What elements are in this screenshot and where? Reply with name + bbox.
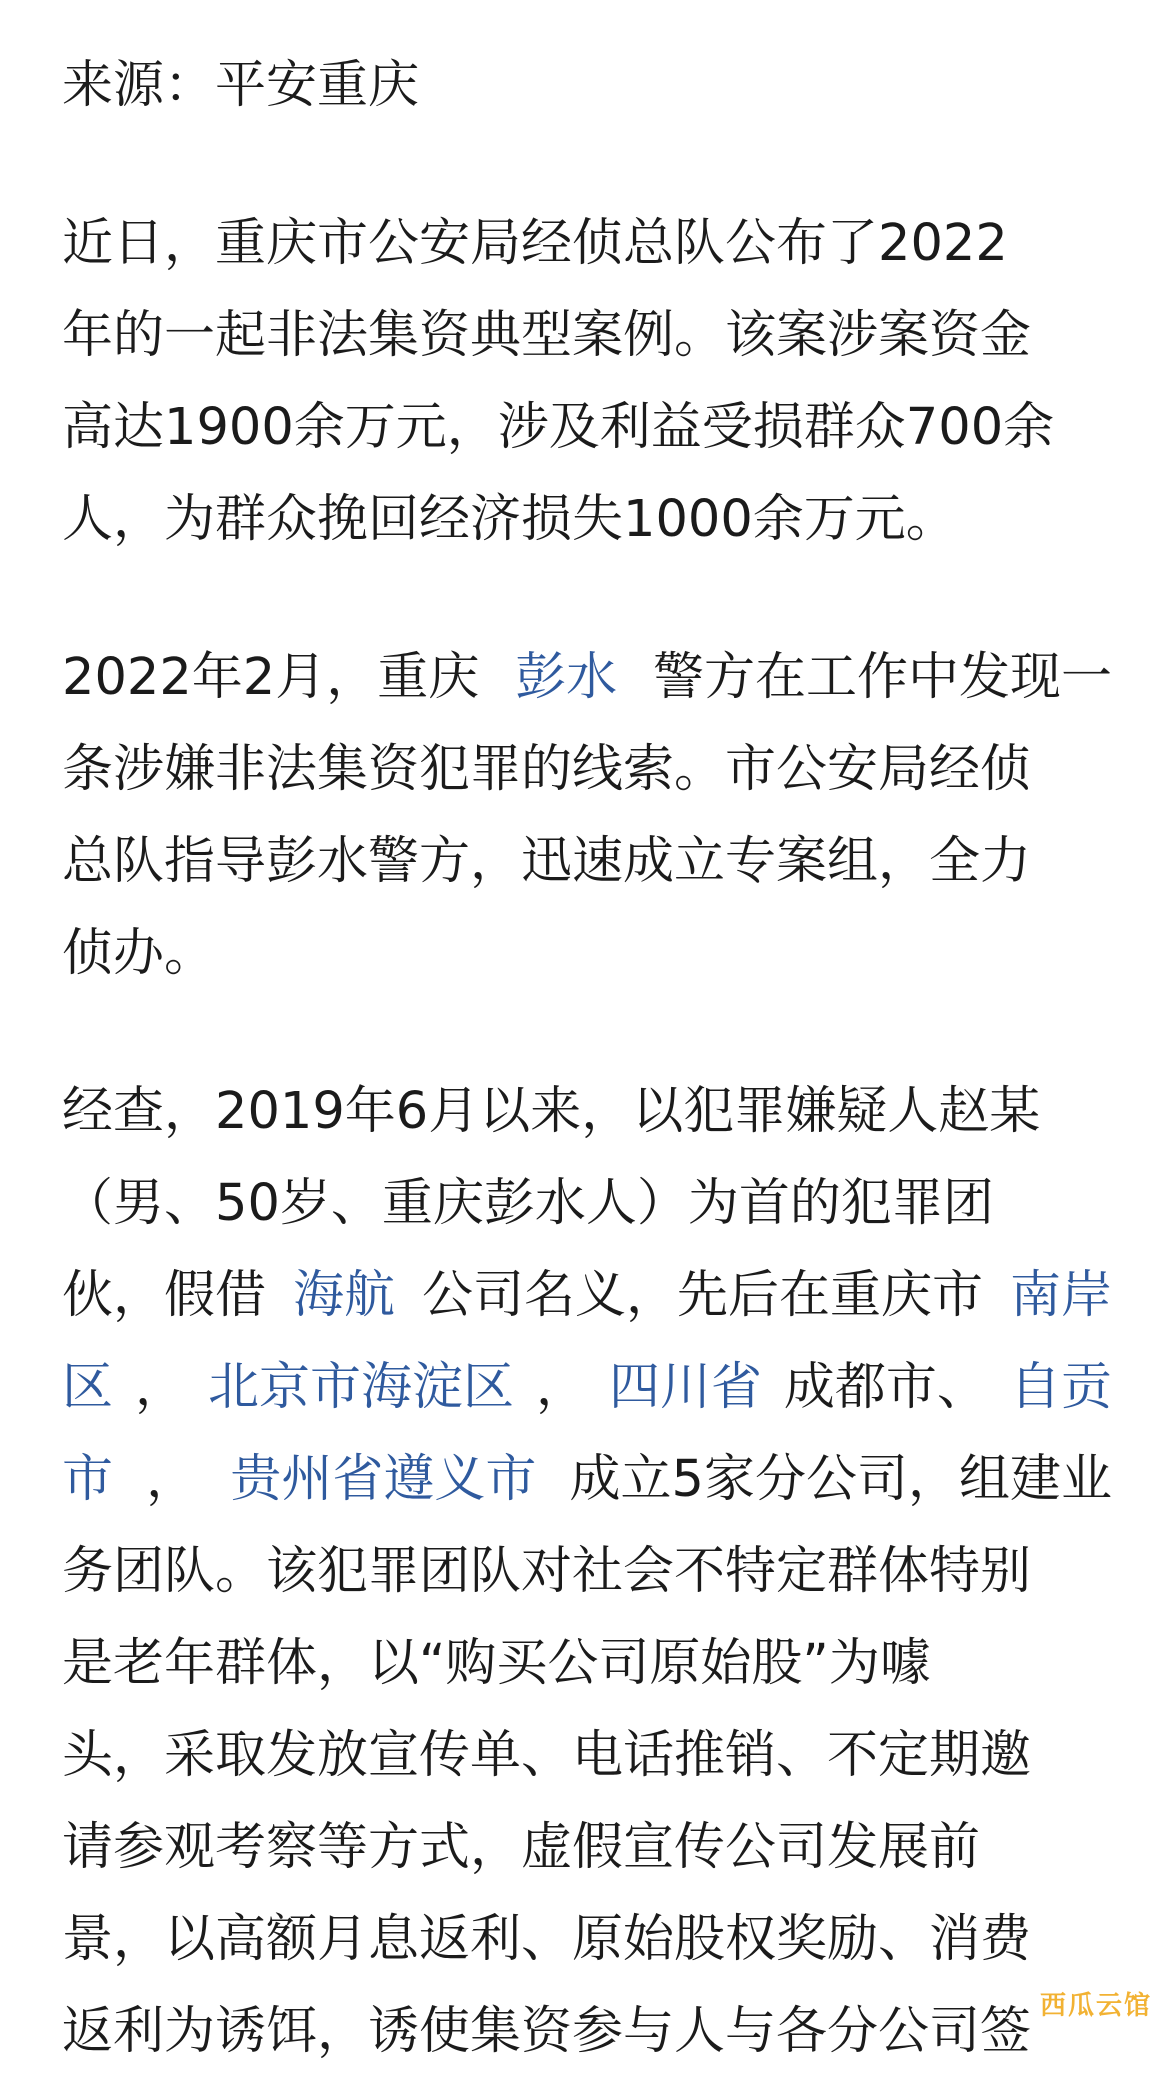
- text-segment: 总队指导彭水警方，迅速成立专案组，全力: [62, 832, 1032, 891]
- text-line: [62, 1526, 1112, 1618]
- text-segment: 高达1900余万元，涉及利益受损群众700余: [62, 398, 1055, 457]
- paragraph-2: [62, 632, 1112, 1000]
- text-segment: 2022年2月，重庆: [62, 648, 480, 707]
- text-segment: ，: [535, 1358, 587, 1417]
- watermark-logo: 西瓜云馆: [1039, 1991, 1152, 2021]
- paragraph-3: [62, 1066, 1112, 2078]
- paragraph-gap: [62, 1000, 1112, 1066]
- text-segment: ，: [134, 1358, 186, 1417]
- text-segment: 条涉嫌非法集资犯罪的线索。市公安局经侦: [62, 740, 1032, 799]
- text-line: [62, 1894, 1112, 1986]
- text-line: [62, 290, 1112, 382]
- text-segment: 是老年群体，以“购买公司原始股”为噱: [62, 1634, 931, 1693]
- text-line: [62, 1250, 1112, 1342]
- text-segment: 务团队。该犯罪团队对社会不特定群体特别: [62, 1542, 1032, 1601]
- text-segment: 警方在工作中发现一: [652, 648, 1112, 707]
- text-segment: 侦办。: [62, 924, 216, 983]
- text-segment: 近日，重庆市公安局经侦总队公布了2022: [62, 214, 1008, 273]
- text-segment: 经查，2019年6月以来，以犯罪嫌疑人赵某: [62, 1082, 1041, 1141]
- text-segment: 成都市、: [783, 1358, 988, 1417]
- text-line: [62, 632, 1112, 724]
- text-segment: 伙，假借: [62, 1266, 267, 1325]
- text-line: [62, 1434, 1112, 1526]
- text-segment: （男、50岁、重庆彭水人）为首的犯罪团: [62, 1174, 994, 1233]
- text-line: [62, 1158, 1112, 1250]
- text-segment: 公司名义，先后在重庆市: [421, 1266, 983, 1325]
- link-hainan-airlines[interactable]: 海航: [292, 1266, 395, 1325]
- text-segment: 成立5家分公司，组建业: [569, 1450, 1112, 1509]
- text-line: [62, 1710, 1112, 1802]
- link-nanan-district[interactable]: 区: [62, 1358, 114, 1417]
- text-segment: 人，为群众挽回经济损失1000余万元。: [62, 490, 957, 549]
- paragraph-gap: [62, 566, 1112, 632]
- text-segment: ，: [146, 1450, 198, 1509]
- paragraph-gap: [62, 132, 1112, 198]
- source-line: [62, 40, 1112, 132]
- link-haidian-district[interactable]: 北京市海淀区: [207, 1358, 514, 1417]
- text-line: [62, 908, 1112, 1000]
- text-segment: 请参观考察等方式，虚假宣传公司发展前: [62, 1818, 981, 1877]
- text-line: [62, 724, 1112, 816]
- link-zigong-city[interactable]: 自贡: [1009, 1358, 1112, 1417]
- text-segment: 景，以高额月息返利、原始股权奖励、消费: [62, 1910, 1032, 1969]
- paragraph-1: [62, 198, 1112, 566]
- text-line: [62, 474, 1112, 566]
- link-sichuan-province[interactable]: 四川省: [608, 1358, 762, 1417]
- text-line: [62, 382, 1112, 474]
- text-segment: 头，采取发放宣传单、电话推销、不定期邀: [62, 1726, 1032, 1785]
- link-nanan-district[interactable]: 南岸: [1009, 1266, 1112, 1325]
- text-line: [62, 1986, 1112, 2078]
- link-pengshui[interactable]: 彭水: [515, 648, 618, 707]
- text-line: [62, 1066, 1112, 1158]
- link-zunyi-city[interactable]: 贵州省遵义市: [230, 1450, 537, 1509]
- text-line: [62, 1342, 1112, 1434]
- text-line: [62, 816, 1112, 908]
- text-segment: 返利为诱饵，诱使集资参与人与各分公司签: [62, 2002, 1032, 2061]
- text-line: [62, 1802, 1112, 1894]
- text-segment: 年的一起非法集资典型案例。该案涉案资金: [62, 306, 1032, 365]
- source-text: 来源：平安重庆: [62, 56, 420, 115]
- link-zigong-city[interactable]: 市: [62, 1450, 114, 1509]
- text-line: [62, 198, 1112, 290]
- article-body: [62, 40, 1112, 2078]
- text-line: [62, 1618, 1112, 1710]
